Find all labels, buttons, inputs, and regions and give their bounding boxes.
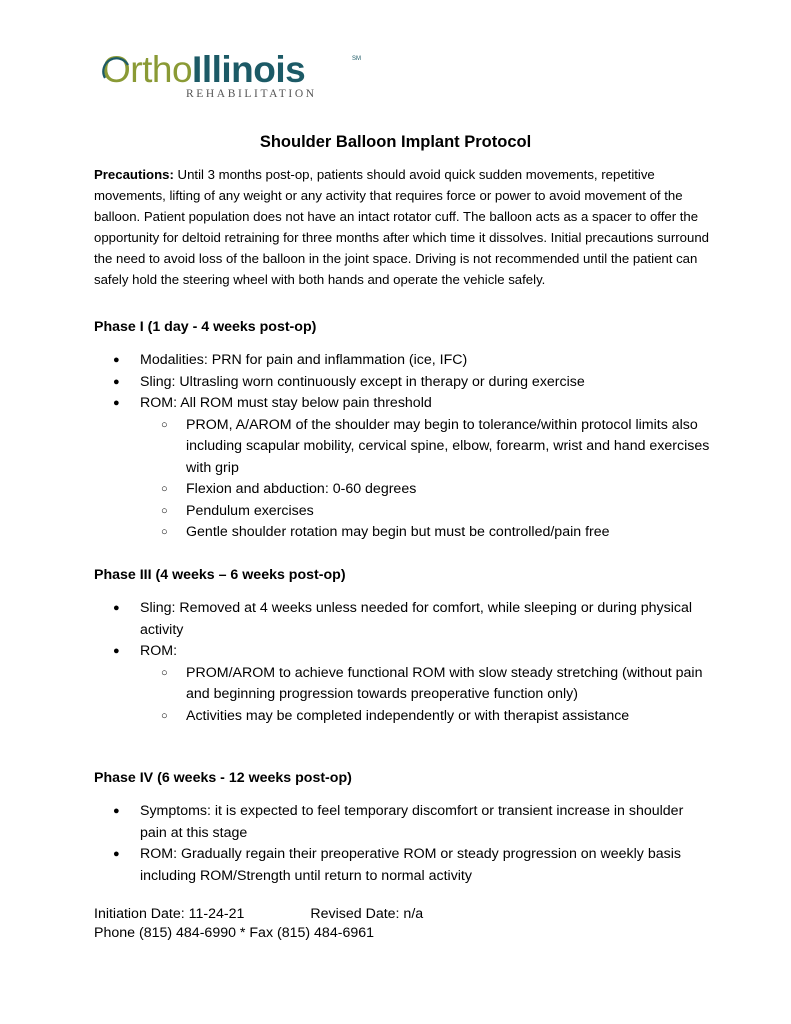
phase3-heading: Phase III (4 weeks – 6 weeks post-op) [94,567,346,583]
logo-wordmark [102,50,305,90]
footer-dates [94,905,423,924]
list-item [94,350,714,372]
phase4-heading: Phase IV (6 weeks - 12 weeks post-op) [94,770,352,786]
revised-date: Revised Date: n/a [310,906,424,922]
footer [94,905,423,943]
logo-subtitle: REHABILITATION [186,88,317,100]
phase3-sublist [140,663,714,728]
list-item-text: Sling: Ultrasling worn continuously except in therapy or during exercise [140,373,585,390]
sublist-item [94,415,714,480]
list-item-text: ROM: All ROM must stay below pain threshold [140,395,432,411]
sublist-item-text: Pendulum exercises [186,502,314,519]
sublist-item [94,522,714,544]
orthoillinois-logo [102,50,372,106]
sublist-item [94,479,714,501]
precautions-paragraph [94,164,714,291]
precautions-label: Precautions: [94,167,174,182]
phase1-sublist [140,415,714,544]
list-item [94,372,714,394]
precautions-text: Until 3 months post-op, patients should avoid quick sudden movements, repetitive movements, lifting of any weight or any activity that requires force or power to avoid movement of the balloon. Patient population does not have an intact rotator cuff. The balloon acts as a spacer to offer the opportunity for deltoid retraining for three months after which time it dissolves. Initial precautions surround the need to avoid loss of the balloon in the joint space. Driving is not recommended until the patient can safely hold the steering wheel with both hands and operate the vehicle safely. [94,167,709,288]
sublist-item-text: Activities may be completed independently or with therapist assistance [186,707,630,724]
sublist-item-text: PROM, A/AROM of the shoulder may begin to tolerance/within protocol limits also including scapular mobility, cervical spine, elbow, forearm, wrist and hand exercises with grip [186,416,710,476]
phase1-heading: Phase I (1 day - 4 weeks post-op) [94,319,317,335]
list-item-text: ROM: Gradually regain their preoperative ROM or steady progression on weekly basis including ROM/Strength until return to normal activity [140,846,681,884]
initiation-date: Initiation Date: 11-24-21 [94,906,245,922]
list-item-text: ROM: [140,643,178,659]
sublist-item-text: Flexion and abduction: 0-60 degrees [186,481,417,497]
logo-service-mark: SM [352,56,361,62]
logo-illinois: Illinois [192,49,306,90]
list-item [94,801,714,844]
sublist-item-text: PROM/AROM to achieve functional ROM with slow steady stretching (without pain and beginning progression towards preoperative function only) [186,664,703,702]
list-item-text: Modalities: PRN for pain and inflammation (ice, IFC) [140,352,468,368]
sublist-item-text: Gentle shoulder rotation may begin but must be controlled/pain free [186,524,610,540]
logo-ortho: Ortho [102,49,193,90]
list-item [94,393,714,544]
sublist-item [94,501,714,523]
phase3-list [94,598,714,727]
list-item [94,641,714,727]
list-item-text: Symptoms: it is expected to feel temporary discomfort or transient increase in shoulder pain at this stage [140,803,684,841]
sublist-item [94,663,714,706]
list-item-text: Sling: Removed at 4 weeks unless needed for comfort, while sleeping or during physical activity [140,600,693,638]
footer-contact: Phone (815) 484-6990 * Fax (815) 484-6961 [94,925,375,941]
sublist-item [94,706,714,728]
page-title: Shoulder Balloon Implant Protocol [259,133,532,151]
list-item [94,844,714,887]
phase4-list [94,801,714,887]
phase1-list [94,350,714,544]
list-item [94,598,714,641]
